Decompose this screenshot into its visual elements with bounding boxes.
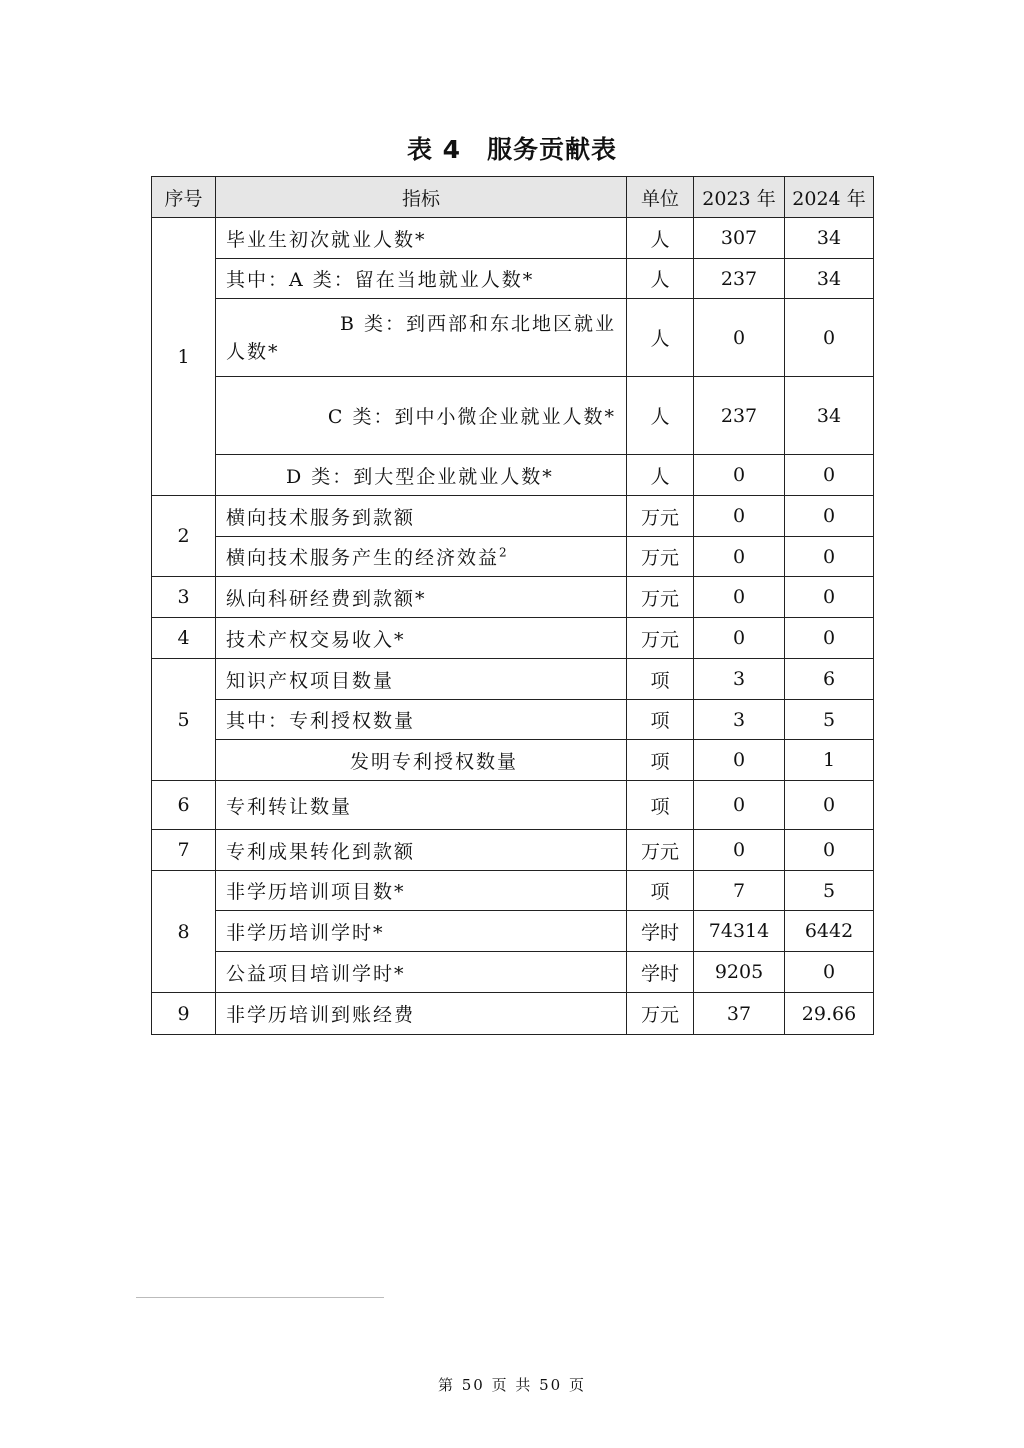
value-2024-cell: 6 [785, 659, 874, 700]
table-row [152, 659, 874, 700]
unit-cell: 项 [627, 740, 694, 781]
unit-cell: 人 [627, 455, 694, 496]
indicator-cell: D 类：到大型企业就业人数* [216, 455, 627, 496]
value-2023-cell: 0 [694, 537, 785, 577]
indicator-cell: 毕业生初次就业人数* [216, 218, 627, 259]
unit-cell: 项 [627, 781, 694, 830]
value-2024-cell: 5 [785, 871, 874, 911]
table-row [152, 377, 874, 455]
indicator-cell: 技术产权交易收入* [216, 618, 627, 659]
value-2023-cell: 237 [694, 259, 785, 299]
value-2023-cell: 37 [694, 993, 785, 1035]
header-row [152, 177, 874, 218]
indicator-cell [216, 299, 627, 377]
value-2023-cell: 0 [694, 740, 785, 781]
value-2024-cell: 0 [785, 537, 874, 577]
page-footer: 第 50 页 共 50 页 [437, 1376, 586, 1394]
value-2024-cell: 0 [785, 455, 874, 496]
value-2023-cell: 237 [694, 377, 785, 455]
unit-cell: 人 [627, 299, 694, 377]
seq-cell: 7 [152, 830, 216, 871]
seq-cell: 1 [152, 218, 216, 496]
value-2023-cell: 0 [694, 577, 785, 618]
unit-cell: 学时 [627, 952, 694, 993]
seq-cell: 2 [152, 496, 216, 577]
indicator-cell: C 类：到中小微企业就业人数* [216, 377, 627, 455]
value-2024-cell: 29.66 [785, 993, 874, 1035]
value-2024-cell: 0 [785, 496, 874, 537]
unit-cell: 人 [627, 259, 694, 299]
table-row [152, 740, 874, 781]
unit-cell: 万元 [627, 618, 694, 659]
value-2023-cell: 3 [694, 659, 785, 700]
value-2023-cell: 307 [694, 218, 785, 259]
value-2024-cell: 34 [785, 377, 874, 455]
value-2024-cell: 0 [785, 830, 874, 871]
table-row [152, 577, 874, 618]
unit-cell: 万元 [627, 537, 694, 577]
header-indicator: 指标 [216, 177, 627, 218]
value-2023-cell: 0 [694, 830, 785, 871]
value-2023-cell: 3 [694, 700, 785, 740]
table-row [152, 871, 874, 911]
unit-cell: 项 [627, 700, 694, 740]
value-2024-cell: 34 [785, 259, 874, 299]
table-row [152, 952, 874, 993]
unit-cell: 万元 [627, 577, 694, 618]
unit-cell: 人 [627, 377, 694, 455]
seq-cell: 9 [152, 993, 216, 1035]
indicator-cell: 知识产权项目数量 [216, 659, 627, 700]
value-2024-cell: 0 [785, 299, 874, 377]
indicator-cell: 非学历培训项目数* [216, 871, 627, 911]
value-2024-cell: 0 [785, 781, 874, 830]
table-row [152, 537, 874, 577]
indicator-cell: 发明专利授权数量 [216, 740, 627, 781]
table-row [152, 830, 874, 871]
unit-cell: 万元 [627, 496, 694, 537]
value-2023-cell: 7 [694, 871, 785, 911]
header-2023: 2023 年 [694, 177, 785, 218]
table-row [152, 259, 874, 299]
indicator-line: B 类：到西部和东北地区就业 [339, 312, 616, 335]
header-unit: 单位 [627, 177, 694, 218]
unit-cell: 万元 [627, 993, 694, 1035]
indicator-cell [216, 537, 627, 577]
seq-cell: 4 [152, 618, 216, 659]
table-title: 表 4 服务贡献表 [406, 135, 618, 164]
value-2024-cell: 34 [785, 218, 874, 259]
value-2023-cell: 9205 [694, 952, 785, 993]
footnote-divider [136, 1297, 384, 1298]
value-2024-cell: 0 [785, 618, 874, 659]
indicator-cell: 横向技术服务到款额 [216, 496, 627, 537]
value-2023-cell: 0 [694, 299, 785, 377]
value-2023-cell: 0 [694, 455, 785, 496]
indicator-cell: 公益项目培训学时* [216, 952, 627, 993]
table-row [152, 911, 874, 952]
unit-cell: 项 [627, 871, 694, 911]
indicator-line: 人数* [226, 340, 280, 363]
value-2024-cell: 6442 [785, 911, 874, 952]
footnote-marker: 2 [499, 545, 509, 560]
indicator-text: 横向技术服务产生的经济效益 [226, 547, 500, 569]
unit-cell: 项 [627, 659, 694, 700]
indicator-cell: 非学历培训学时* [216, 911, 627, 952]
value-2023-cell: 0 [694, 618, 785, 659]
indicator-cell: 纵向科研经费到款额* [216, 577, 627, 618]
unit-cell: 学时 [627, 911, 694, 952]
seq-cell: 5 [152, 659, 216, 781]
seq-cell: 3 [152, 577, 216, 618]
value-2024-cell: 5 [785, 700, 874, 740]
indicator-cell: 非学历培训到账经费 [216, 993, 627, 1035]
header-2024: 2024 年 [785, 177, 874, 218]
table-row [152, 455, 874, 496]
table-row [152, 993, 874, 1035]
table-row [152, 218, 874, 259]
value-2024-cell: 1 [785, 740, 874, 781]
value-2024-cell: 0 [785, 577, 874, 618]
indicator-cell: 专利成果转化到款额 [216, 830, 627, 871]
value-2023-cell: 0 [694, 496, 785, 537]
table-row [152, 781, 874, 830]
table-row [152, 496, 874, 537]
value-2024-cell: 0 [785, 952, 874, 993]
indicator-cell: 其中：A 类：留在当地就业人数* [216, 259, 627, 299]
value-2023-cell: 0 [694, 781, 785, 830]
value-2023-cell: 74314 [694, 911, 785, 952]
table-row [152, 618, 874, 659]
indicator-cell: 其中：专利授权数量 [216, 700, 627, 740]
seq-cell: 8 [152, 871, 216, 993]
header-seq: 序号 [152, 177, 216, 218]
unit-cell: 万元 [627, 830, 694, 871]
indicator-cell: 专利转让数量 [216, 781, 627, 830]
service-contribution-table [151, 176, 874, 1035]
seq-cell: 6 [152, 781, 216, 830]
table-row [152, 700, 874, 740]
table-row [152, 299, 874, 377]
unit-cell: 人 [627, 218, 694, 259]
